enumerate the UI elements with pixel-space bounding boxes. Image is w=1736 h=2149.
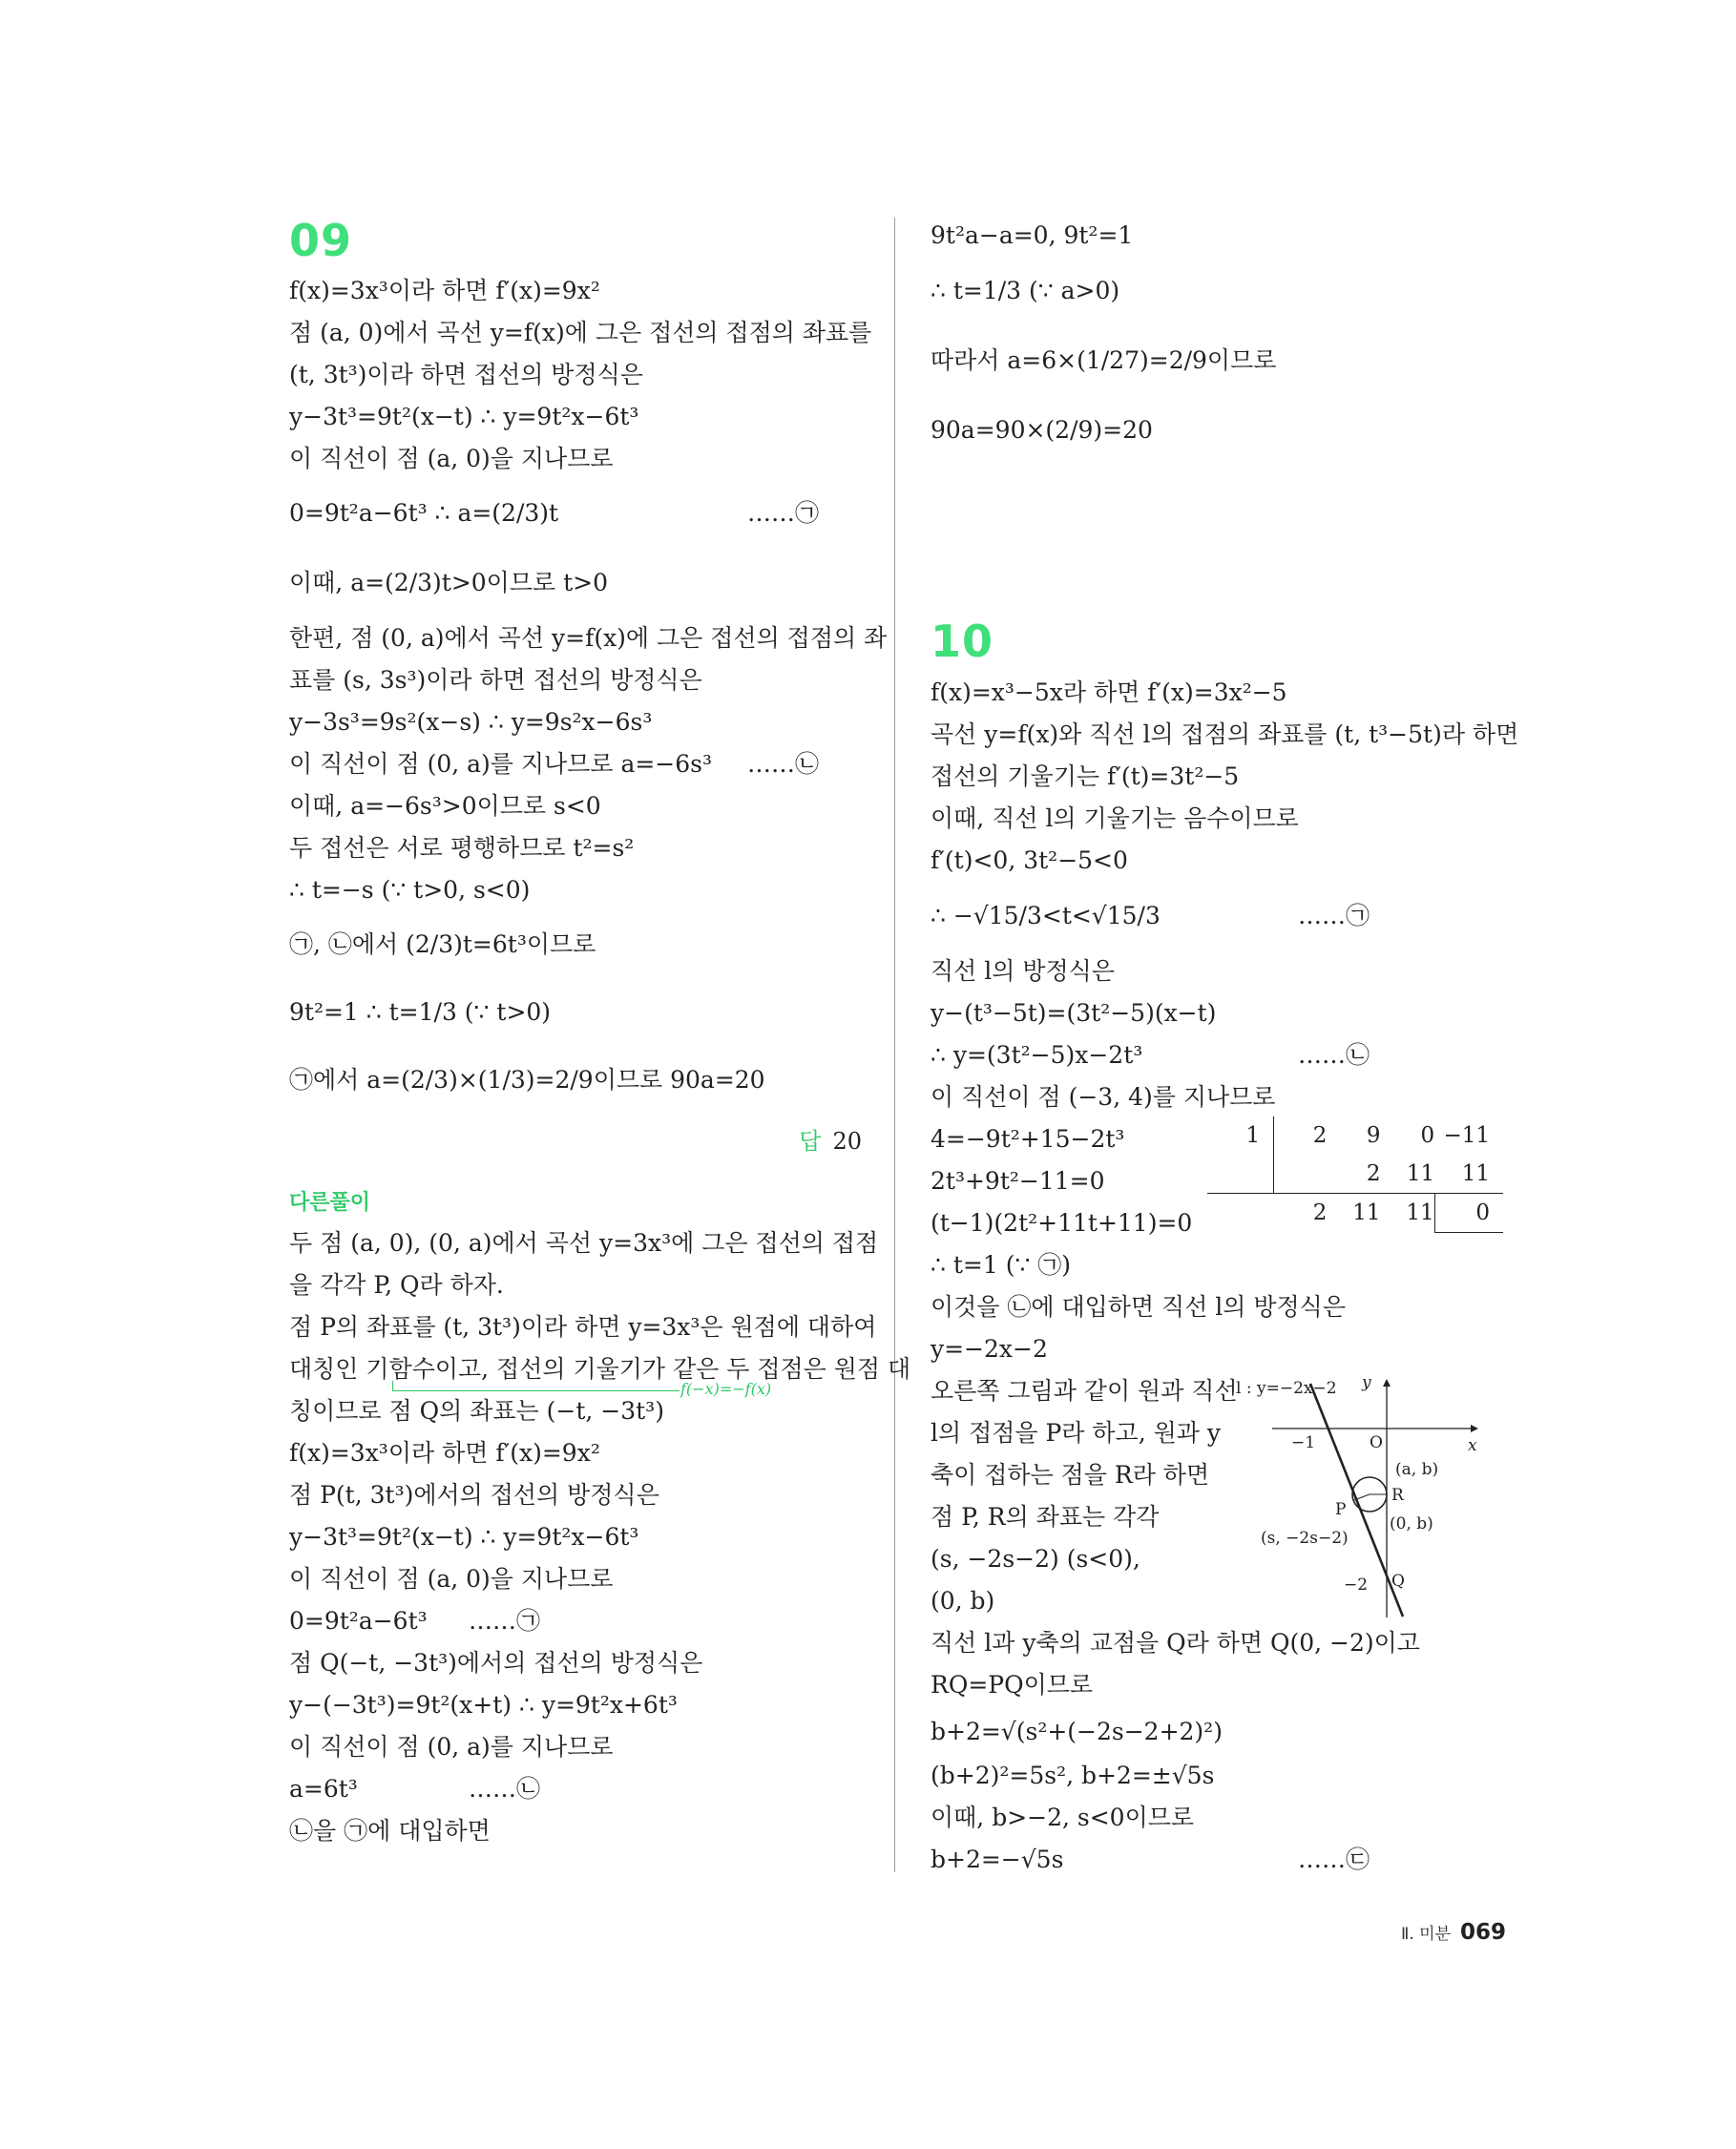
division-cell: 2 [1327,1155,1380,1194]
text-line: ∴ t=−s (∵ t>0, s<0) [289,876,531,904]
tag-1: ……㉠ [747,499,820,527]
text-line: ∴ t=1 (∵ ㉠) [931,1251,1072,1279]
section-label: Ⅱ. 미분 [1401,1925,1452,1944]
text-line: 90a=90×(2/9)=20 [931,416,1153,444]
column-divider [894,218,895,1872]
text-line: f(x)=x³−5x라 하면 f′(x)=3x²−5 [931,678,1287,706]
text-line: (t−1)(2t²+11t+11)=0 [931,1209,1193,1237]
answer-value: 20 [832,1128,862,1155]
text-line: 곡선 y=f(x)와 직선 l의 접점의 좌표를 (t, t³−5t)라 하면 [931,720,1519,748]
text-line: b+2=√(s²+(−2s−2+2)²) [931,1718,1223,1745]
note-connector [392,1381,680,1391]
x-axis-label: x [1468,1436,1477,1455]
text-line: y−3t³=9t²(x−t) ∴ y=9t²x−6t³ [289,1523,639,1551]
text-line: 이것을 ㉡에 대입하면 직선 l의 방정식은 [931,1293,1346,1321]
text-line: ∴ y=(3t²−5)x−2t³ [931,1041,1143,1069]
text-line: 한편, 점 (0, a)에서 곡선 y=f(x)에 그은 접선의 접점의 좌 [289,624,888,652]
text-line: ∴ t=1/3 (∵ a>0) [931,277,1120,304]
division-cell: 2 [1312,1200,1328,1226]
text-line: 점 (a, 0)에서 곡선 y=f(x)에 그은 접선의 접점의 좌표를 [289,319,872,346]
text-line: ㉡을 ㉠에 대입하면 [289,1817,491,1845]
text-line: 2t³+9t²−11=0 [931,1167,1105,1195]
text-line: (b+2)²=5s², b+2=±√5s [931,1762,1215,1789]
division-cell [1274,1155,1328,1194]
division-cell [1207,1194,1274,1233]
text-line: 9t²a−a=0, 9t²=1 [931,221,1134,249]
text-line: 이때, b>−2, s<0이므로 [931,1804,1195,1831]
answer-label: 답 [799,1128,822,1155]
text-line: l의 접점을 P라 하고, 원과 y [931,1419,1221,1447]
answer [799,1122,862,1156]
text-line: y−3t³=9t²(x−t) ∴ y=9t²x−6t³ [289,403,639,430]
text-line: ㉠에서 a=(2/3)×(1/3)=2/9이므로 90a=20 [289,1066,765,1094]
division-cell [1207,1155,1274,1194]
text-line: 이 직선이 점 (−3, 4)를 지나므로 [931,1083,1276,1111]
text-line: 이 직선이 점 (0, a)를 지나므로 a=−6s³ [289,750,713,778]
point-R-label: R [1391,1486,1404,1505]
text-line: 점 P의 좌표를 (t, 3t³)이라 하면 y=3x³은 원점에 대하여 [289,1313,877,1341]
center-label: (a, b) [1395,1460,1439,1479]
division-cell: 11 [1380,1155,1434,1194]
division-cell: 9 [1366,1123,1381,1148]
text-line: y−3s³=9s²(x−s) ∴ y=9s²x−6s³ [289,708,653,736]
page-footer [1401,1920,1506,1945]
text-line: 직선 l의 방정식은 [931,957,1115,985]
text-line: 이 직선이 점 (a, 0)을 지나므로 [289,445,614,472]
tangent-circle-graph [1234,1374,1484,1622]
text-line: 두 점 (a, 0), (0, a)에서 곡선 y=3x³에 그은 접선의 접점 [289,1229,879,1257]
synthetic-division [1207,1116,1503,1233]
text-line: 직선 l과 y축의 교점을 Q라 하면 Q(0, −2)이고 [931,1629,1420,1657]
line-label: l : y=−2x−2 [1236,1379,1337,1398]
s-point-label: (s, −2s−2) [1261,1529,1349,1548]
text-line: 이 직선이 점 (a, 0)을 지나므로 [289,1565,614,1593]
y-axis-label: y [1362,1374,1371,1392]
problem-number-09: 09 [289,215,353,266]
division-cell: 11 [1406,1200,1434,1226]
x-tick-label: −1 [1291,1433,1316,1452]
tag-1: ……㉠ [1298,902,1370,929]
text-line: 대칭인 기함수이고, 접선의 기울기가 같은 두 접점은 원점 대 [289,1355,911,1383]
text-line: RQ=PQ이므로 [931,1671,1094,1699]
text-line: 축이 접하는 점을 R라 하면 [931,1461,1210,1489]
text-line: y−(t³−5t)=(3t²−5)(x−t) [931,999,1217,1027]
text-line: 0=9t²a−6t³ [289,1607,428,1635]
alt-solution-title: 다른풀이 [289,1191,371,1215]
x-arrow-icon [1471,1425,1478,1432]
text-line: b+2=−√5s [931,1846,1064,1873]
tag-2: ……㉡ [747,750,820,778]
tag-3: ……㉢ [1298,1846,1370,1873]
text-line: a=6t³ [289,1775,358,1803]
text-line: (t, 3t³)이라 하면 접선의 방정식은 [289,361,643,388]
side-note: f(−x)=−f(x) [680,1380,772,1398]
division-cell: 11 [1434,1155,1503,1194]
y-tick-label: −2 [1344,1575,1369,1595]
tag-2: ……㉡ [469,1775,541,1803]
origin-label: O [1370,1433,1383,1452]
division-cell: 2 [1312,1123,1328,1148]
text-line: f(x)=3x³이라 하면 f′(x)=9x² [289,1439,600,1467]
text-line: 점 P, R의 좌표는 각각 [931,1503,1160,1531]
point-P-label: P [1335,1500,1347,1519]
text-line: 접선의 기울기는 f′(t)=3t²−5 [931,762,1240,790]
text-line: (0, b) [931,1587,995,1615]
division-cell: −11 [1443,1123,1490,1148]
text-line: ㉠, ㉡에서 (2/3)t=6t³이므로 [289,930,596,958]
text-line: 점 P(t, 3t³)에서의 접선의 방정식은 [289,1481,659,1509]
text-line: 이때, a=−6s³>0이므로 s<0 [289,792,601,820]
division-cell: 11 [1352,1200,1381,1226]
zero-b-label: (0, b) [1390,1514,1433,1534]
text-line: 이때, 직선 l의 기울기는 음수이므로 [931,804,1299,832]
division-cell: 0 [1434,1194,1503,1233]
text-line: 을 각각 P, Q라 하자. [289,1271,504,1299]
y-arrow-icon [1383,1379,1391,1387]
text-line: 9t²=1 ∴ t=1/3 (∵ t>0) [289,998,552,1026]
text-line: 점 Q(−t, −3t³)에서의 접선의 방정식은 [289,1649,703,1677]
text-line: ∴ −√15/3<t<√15/3 [931,902,1161,929]
division-cell: 0 [1420,1123,1435,1148]
text-line: 오른쪽 그림과 같이 원과 직선 [931,1377,1238,1405]
text-line: y=−2x−2 [931,1335,1048,1363]
division-cell: 1 [1207,1116,1274,1155]
point-Q-label: Q [1391,1572,1405,1591]
text-line: f′(t)<0, 3t²−5<0 [931,846,1128,874]
tag-2: ……㉡ [1298,1041,1370,1069]
text-line: (s, −2s−2) (s<0), [931,1545,1140,1573]
text-line: 두 접선은 서로 평행하므로 t²=s² [289,834,635,862]
text-line: 이때, a=(2/3)t>0이므로 t>0 [289,569,608,596]
text-line: 칭이므로 점 Q의 좌표는 (−t, −3t³) [289,1397,664,1425]
text-line: 0=9t²a−6t³ ∴ a=(2/3)t [289,499,559,527]
text-line: 4=−9t²+15−2t³ [931,1125,1125,1153]
text-line: 따라서 a=6×(1/27)=2/9이므로 [931,346,1277,374]
text-line: 표를 (s, 3s³)이라 하면 접선의 방정식은 [289,666,702,694]
tag-1: ……㉠ [469,1607,541,1635]
text-line: y−(−3t³)=9t²(x+t) ∴ y=9t²x+6t³ [289,1691,678,1719]
text-line: 이 직선이 점 (0, a)를 지나므로 [289,1733,614,1761]
page-number: 069 [1460,1920,1507,1945]
problem-number-10: 10 [931,615,994,667]
text-line: f(x)=3x³이라 하면 f′(x)=9x² [289,277,600,304]
